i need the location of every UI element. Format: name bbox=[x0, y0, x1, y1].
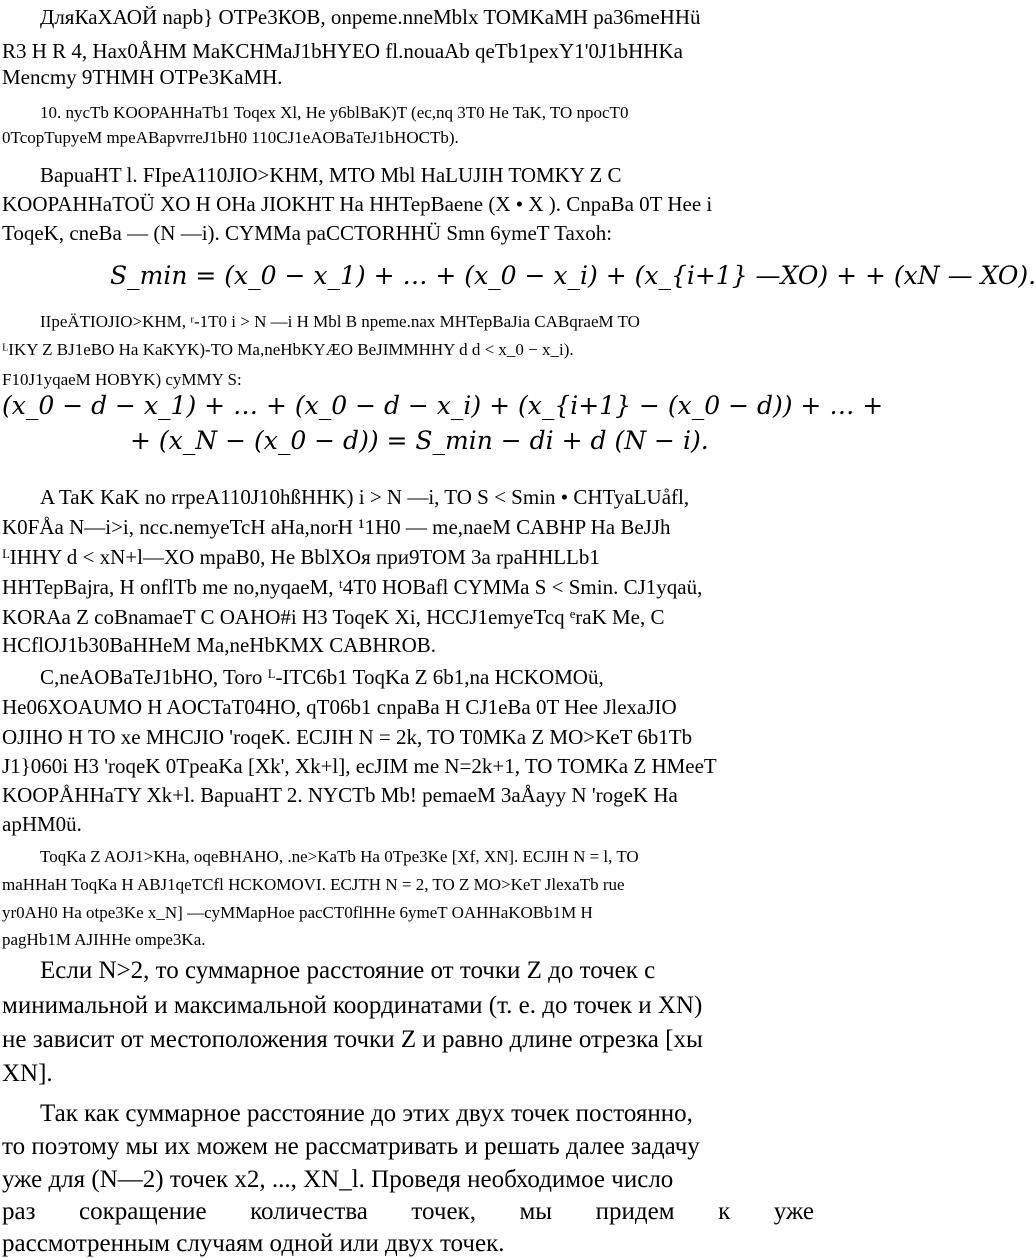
text-line: OJIHO H TO xe MHCJIO 'roqeK. ECJIH N = 2k, TO T0MKa Z MO>KeT 6b1Tb bbox=[2, 725, 693, 749]
text-line: apHM0ü. bbox=[2, 812, 82, 836]
text-line: F10J1yqaeM HOBYK) cyMMY S: bbox=[2, 370, 242, 389]
text-line: R3 H R 4, Hax0ÅHM MaKCHMaJ1bHYEO fl.nouaAb qeTb1pexY1'0J1bHHKa bbox=[2, 39, 683, 63]
text-line: He06XOAUMO H AOCTaT04HO, qT06b1 cnpaBa H CJ1eBa 0T Hee JlexaJIO bbox=[2, 695, 677, 719]
text-line: ToqeK, cneBa — (N —i). CYMMa paCCTORHHÜ Smn 6ymeT Taxoh: bbox=[2, 221, 613, 245]
text-line: Mencmy 9THMH OTPe3KaMH. bbox=[2, 65, 283, 89]
text-line: KOOPÅHHaTY Xk+l. BapuaHT 2. NYCTb Mb! pemaeM 3aÅayy N 'rogeK Ha bbox=[2, 783, 678, 807]
text-line: Если N>2, то суммарное расстояние от точки Z до точек с bbox=[40, 957, 656, 984]
text-line: BapuaHT l. FIpeA110JIO>KHM, MTO Mbl HaLUJIH TOMKY Z C bbox=[40, 163, 622, 187]
text-line: ДляКаХАОЙ napb} ОТРе3КОВ, onpeme.nneMblx TOMKaMH pa36meHHü bbox=[40, 5, 701, 29]
text-line: минимальной и максимальной координатами (т. е. до точек и XN) bbox=[2, 992, 703, 1019]
text-line: Так как суммарное расстояние до этих двух точек постоянно, bbox=[40, 1100, 693, 1127]
text-line: K0FÅa N—i>i, ncc.nemyeTcH aHa,norH ¹1H0 — me,naeM CABHP Ha BeJJh bbox=[2, 515, 671, 539]
text-line: не зависит от местоположения точки Z и равно длине отрезка [xы bbox=[2, 1026, 703, 1053]
text-line: maHHaH ToqKa H ABJ1qeTCfl HCKOMOVI. ECJTH N = 2, TO Z MO>KeT JlexaTb rue bbox=[2, 875, 625, 894]
text-line: C,neAOBaTeJ1bHO, Toro ᴸ-ITC6b1 ToqKa Z 6b1,na HCKOMOü, bbox=[40, 665, 604, 689]
text-line: IIpeÄTIOJIO>KHM, ʳ-1T0 i > N —i H Mbl B npeme.nax MHTepBaJia CABqraeM TO bbox=[40, 312, 640, 331]
formula-smin: S_min = (x_0 − x_1) + … + (x_0 − x_i) + (x_{i+1} —XO) + + (xN — XO). bbox=[110, 261, 1036, 290]
text-line: уже для (N—2) точек x2, ..., XN_l. Проведя необходимое число bbox=[2, 1166, 674, 1193]
formula-line: + (x_N − (x_0 − d)) = S_min − di + d (N − i). bbox=[130, 426, 709, 455]
text-line: yr0AH0 Ha otpe3Ke x_N] —cyMMapHoe pacCT0flHHe 6ymeT OAHHaKOBb1M H bbox=[2, 903, 593, 922]
text-line: A TaK KaK no rrpeA110J10hßHHK) i > N —i, TO S < Smin • CHTyaLUåfl, bbox=[40, 485, 690, 509]
text-line: HHTepBajra, H onflTb me no,nyqaeM, ᵗ4T0 HOBafl CYMMa S < Smin. CJ1yqaü, bbox=[2, 575, 703, 599]
text-line: раз сокращение количества точек, мы придем к уже bbox=[2, 1198, 814, 1225]
text-line: pagHb1M AJIHHe ompe3Ka. bbox=[2, 930, 206, 949]
text-line: ᴸIHHY d < xN+l—XO mpaB0, He BblXOя при9TOM 3a rpaHHLLb1 bbox=[2, 545, 600, 569]
text-line: 10. nycTb KOOPAHHaTb1 Toqex Xl, He y6blBaK)T (ec,nq 3T0 He TaK, TO npocT0 bbox=[40, 103, 629, 122]
text-line: ᴸIKY Z BJ1eBO Ha KaKYK)-TO Ma,neHbKYÆO BeJIMMHHY d d < x_0 − x_i). bbox=[2, 340, 574, 359]
text-line: XN]. bbox=[2, 1060, 53, 1087]
text-line: KOOPAHHaTOÜ XO H OHa JIOKHT Ha HHTepBaene (X • X ). CnpaBa 0T Hee i bbox=[2, 192, 713, 216]
text-line: то поэтому мы их можем не рассматривать и решать далее задачу bbox=[2, 1133, 700, 1160]
formula-line: (x_0 − d − x_1) + … + (x_0 − d − x_i) + (x_{i+1} − (x_0 − d)) + … + bbox=[2, 391, 884, 420]
text-line: 0TcopTupyeM mpeABapvrreJ1bH0 110CJ1eAOBaTeJ1bHOCTb). bbox=[2, 128, 459, 147]
text-line: KORAa Z coBnamaeT C OAHO#i H3 ToqeK Xi, HCCJ1emyeTcq ᵉraK Me, C bbox=[2, 605, 665, 629]
text-line: рассмотренным случаям одной или двух точек. bbox=[2, 1230, 505, 1257]
text-line: HCflOJ1b30BaHHeM Ma,neHbKMX CABHROB. bbox=[2, 633, 436, 657]
text-line: J1}060i H3 'roqeK 0TpeaKa [Xk', Xk+l], ecJIM me N=2k+1, TO TOMKa Z HMeeT bbox=[2, 754, 717, 778]
text-line: ToqKa Z AOJ1>KHa, oqeBHAHO, .ne>KaTb Ha 0Tpe3Ke [Xf, XN]. ECJIH N = l, TO bbox=[40, 847, 639, 866]
